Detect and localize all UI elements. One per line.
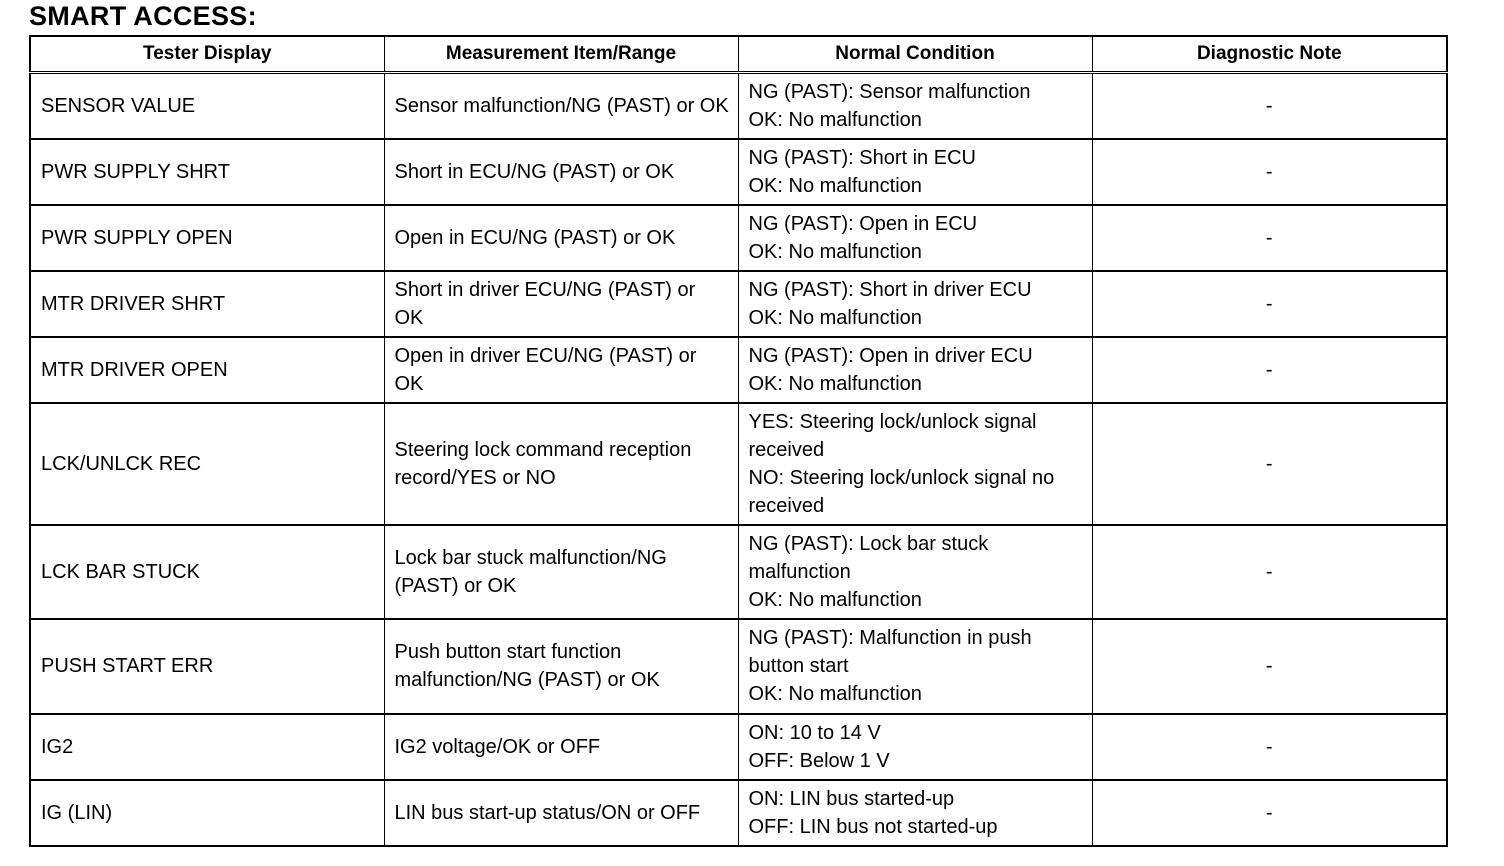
normal-condition-line: OK: No malfunction	[748, 174, 922, 197]
table-row	[30, 525, 1447, 619]
diagnostic-note-cell: -	[1092, 139, 1447, 205]
tester-display-cell: SENSOR VALUE	[30, 73, 384, 139]
table-header-row	[30, 36, 1447, 73]
table-row	[30, 619, 1447, 714]
normal-condition-line: YES: Steering lock/unlock signal received	[748, 410, 1037, 461]
diagnostic-note-cell: -	[1092, 780, 1447, 846]
normal-condition-cell	[738, 714, 1092, 780]
normal-condition-line: NG (PAST): Malfunction in push button start	[748, 627, 1032, 677]
header-measurement-item-range: Measurement Item/Range	[384, 36, 738, 73]
normal-condition-cell	[738, 780, 1092, 846]
measurement-cell: Open in ECU/NG (PAST) or OK	[384, 205, 738, 271]
normal-condition-line: NG (PAST): Open in ECU	[748, 212, 978, 235]
diagnostic-note-cell: -	[1092, 337, 1447, 403]
normal-condition-line: NG (PAST): Lock bar stuck malfunction	[748, 532, 989, 583]
normal-condition-line: OK: No malfunction	[748, 240, 922, 263]
normal-condition-line: OFF: LIN bus not started-up	[748, 815, 998, 838]
normal-condition-cell	[738, 73, 1092, 139]
tester-display-cell: PUSH START ERR	[30, 619, 384, 714]
measurement-cell: IG2 voltage/OK or OFF	[384, 714, 738, 780]
tester-display-cell: LCK BAR STUCK	[30, 525, 384, 619]
table-row	[30, 205, 1447, 271]
table-row	[30, 139, 1447, 205]
measurement-cell: Sensor malfunction/NG (PAST) or OK	[384, 73, 738, 139]
normal-condition-cell	[738, 271, 1092, 337]
normal-condition-line: NO: Steering lock/unlock signal no received	[748, 466, 1055, 517]
normal-condition-cell	[738, 205, 1092, 271]
table-row	[30, 271, 1447, 337]
tester-display-cell: MTR DRIVER OPEN	[30, 337, 384, 403]
tester-display-cell: PWR SUPPLY SHRT	[30, 139, 384, 205]
tester-display-cell: LCK/UNLCK REC	[30, 403, 384, 525]
measurement-cell: Lock bar stuck malfunction/NG (PAST) or OK	[384, 525, 738, 619]
normal-condition-line: NG (PAST): Short in driver ECU	[748, 278, 1032, 301]
tester-display-cell: IG2	[30, 714, 384, 780]
normal-condition-line: OK: No malfunction	[748, 306, 922, 329]
normal-condition-line: NG (PAST): Sensor malfunction	[748, 80, 1031, 103]
header-normal-condition: Normal Condition	[738, 36, 1092, 73]
normal-condition-line: NG (PAST): Open in driver ECU	[748, 344, 1033, 367]
diagnostic-note-cell: -	[1092, 619, 1447, 714]
diagnostic-note-cell: -	[1092, 403, 1447, 525]
diagnostic-note-cell: -	[1092, 73, 1447, 139]
diagnostic-note-cell: -	[1092, 525, 1447, 619]
table-row	[30, 403, 1447, 525]
header-diagnostic-note: Diagnostic Note	[1092, 36, 1447, 73]
measurement-cell: Push button start function malfunction/NG (PAST) or OK	[384, 619, 738, 714]
normal-condition-line: ON: 10 to 14 V	[748, 721, 881, 744]
measurement-cell: Short in driver ECU/NG (PAST) or OK	[384, 271, 738, 337]
tester-display-cell: IG (LIN)	[30, 780, 384, 846]
diagnostic-note-cell: -	[1092, 205, 1447, 271]
normal-condition-line: OFF: Below 1 V	[748, 749, 890, 772]
normal-condition-line: OK: No malfunction	[748, 372, 922, 395]
diagnostic-note-cell: -	[1092, 714, 1447, 780]
page-title: SMART ACCESS:	[29, 1, 257, 31]
smart-access-data-table	[29, 35, 1448, 847]
normal-condition-cell	[738, 337, 1092, 403]
tester-display-cell: PWR SUPPLY OPEN	[30, 205, 384, 271]
normal-condition-line: OK: No malfunction	[748, 683, 922, 705]
header-tester-display: Tester Display	[30, 36, 384, 73]
measurement-cell: Open in driver ECU/NG (PAST) or OK	[384, 337, 738, 403]
normal-condition-cell	[738, 619, 1092, 714]
normal-condition-line: ON: LIN bus started-up	[748, 787, 955, 810]
table-row	[30, 337, 1447, 403]
diagnostic-note-cell: -	[1092, 271, 1447, 337]
table-row	[30, 780, 1447, 846]
normal-condition-cell	[738, 403, 1092, 525]
table-row	[30, 73, 1447, 139]
normal-condition-line: OK: No malfunction	[748, 588, 922, 611]
tester-display-cell: MTR DRIVER SHRT	[30, 271, 384, 337]
normal-condition-cell	[738, 525, 1092, 619]
normal-condition-cell	[738, 139, 1092, 205]
normal-condition-line: NG (PAST): Short in ECU	[748, 146, 976, 169]
table-row	[30, 714, 1447, 780]
measurement-cell: LIN bus start-up status/ON or OFF	[384, 780, 738, 846]
measurement-cell: Short in ECU/NG (PAST) or OK	[384, 139, 738, 205]
normal-condition-line: OK: No malfunction	[748, 108, 922, 131]
measurement-cell: Steering lock command reception record/YES or NO	[384, 403, 738, 525]
